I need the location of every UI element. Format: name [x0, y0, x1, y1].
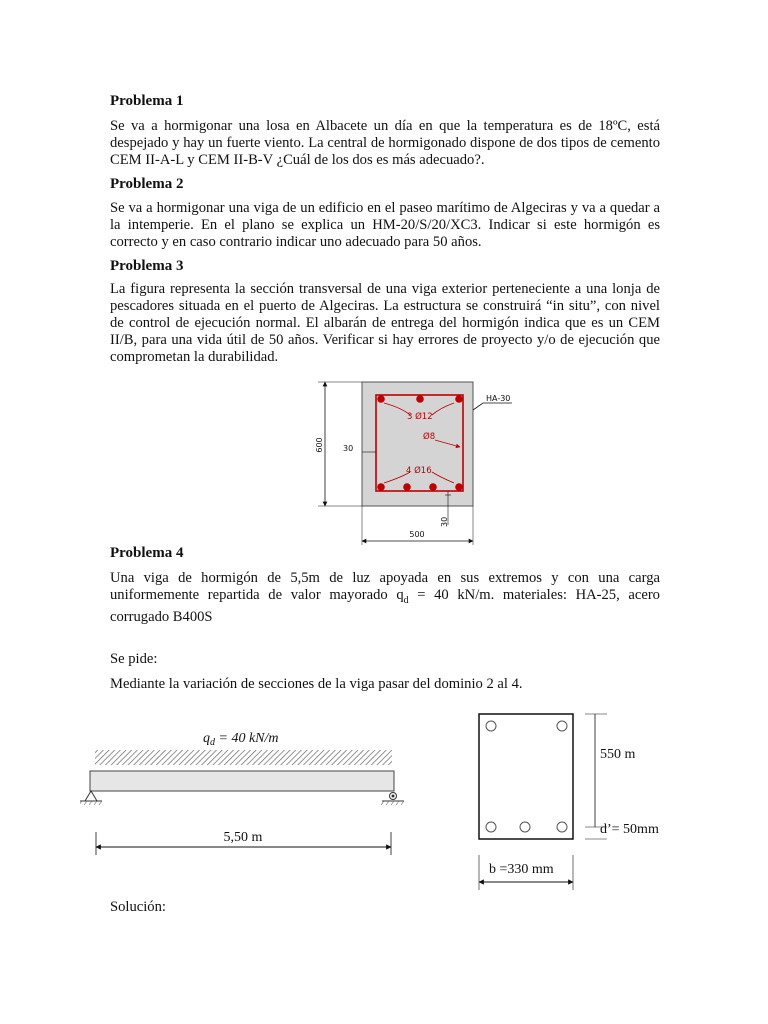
problem-4-text: Una viga de hormigón de 5,5m de luz apoyada en sus extremos y con una carga uniformemente repartida de valor mayorado $q_d = 40$ kN/m. materiales: HA-25, acero corrugado B400S — [110, 570, 660, 625]
stirrup-label: Ø8 — [423, 432, 436, 442]
problem-2-text: Se va a hormigonar una viga de un edificio en el paseo marítimo de Algeciras y va a quedar a la intemperie. En el plano se explica un HM-20/S/20/XC3. Indicar si este hormigón es correcto y en caso contrario indicar uno adecuado para 50 años. — [110, 200, 660, 250]
problem-3-title: Problema 3 — [110, 258, 184, 274]
bottom-bars-label: 4 Ø16 — [406, 466, 432, 476]
se-pide: Se pide: — [110, 651, 158, 667]
solution-label: Solución: — [110, 899, 166, 915]
problem-2-title: Problema 2 — [110, 176, 184, 192]
problem-4-title: Problema 4 — [110, 545, 184, 561]
d-prime-label: d’= 50mm — [600, 822, 659, 837]
section-width-label: b =330 mm — [489, 862, 554, 877]
left-support — [85, 791, 97, 801]
problem-1-text: Se va a hormigonar una losa en Albacete un día en que la temperatura es de 18ºC, está despejado y hay un fuerte viento. La central de hormigonado dispone de dos tipos de cemento CEM II-A-L y CEM II-B-V ¿Cuál de los dos es más adecuado?. — [110, 118, 660, 168]
section-outline — [479, 714, 573, 839]
section-height-label: 550 m — [600, 747, 636, 762]
side-cover-label: 30 — [343, 444, 354, 453]
problem-1-title: Problema 1 — [110, 93, 184, 109]
beam-section-figure — [300, 375, 530, 550]
width-label: 500 — [409, 530, 425, 539]
problem-3-text: La figura representa la sección transversal de una viga exterior perteneciente a una lonja de pescadores situada en el puerto de Algeciras. La estructura se construirá “in situ”, con nivel de control de ejecución normal. El albarán de entrega del hormigón indica que es un CEM II/B, para una vida útil de 50 años. Verificar si hay errores de proyecto y/o de ejecución que comprometan la durabilidad. — [110, 281, 660, 365]
span-label: 5,50 m — [223, 830, 263, 845]
rect-section-figure — [465, 705, 700, 900]
load-label: $q_d = 40$ kN/m — [203, 731, 279, 748]
concrete-type-label: HA-30 — [486, 394, 511, 403]
top-bars-label: 3 Ø12 — [407, 412, 433, 422]
beam-body — [90, 771, 394, 791]
loaded-beam-figure — [80, 722, 420, 862]
height-label: 600 — [315, 437, 324, 453]
bottom-cover-label: 30 — [440, 516, 449, 527]
distributed-load-hatch — [95, 750, 392, 765]
problem-4-task: Mediante la variación de secciones de la viga pasar del dominio 2 al 4. — [110, 676, 523, 692]
